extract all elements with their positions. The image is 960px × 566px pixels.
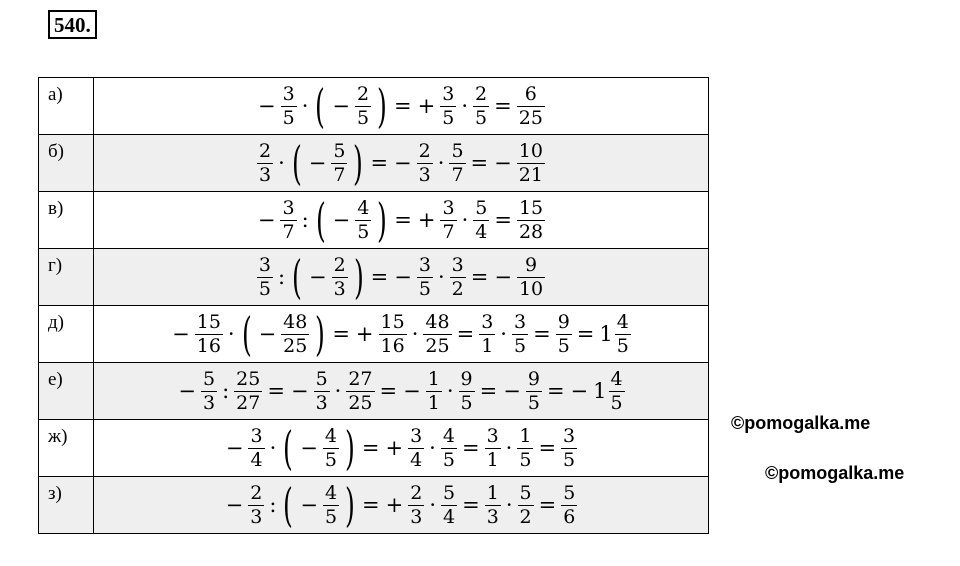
operator: = xyxy=(362,492,380,517)
row-expression-cell xyxy=(94,306,709,363)
fraction xyxy=(331,140,347,187)
fraction-numerator: 15 xyxy=(518,196,544,219)
parenthesis: ) xyxy=(377,193,388,247)
operator: : xyxy=(301,207,309,232)
fraction-numerator: 3 xyxy=(442,82,455,105)
operator: · xyxy=(505,435,513,460)
operator: · xyxy=(301,93,309,118)
fraction xyxy=(440,197,456,244)
fraction-numerator: 3 xyxy=(563,424,576,447)
operator: : xyxy=(222,378,230,403)
fraction-denominator: 10 xyxy=(518,277,544,300)
fraction-numerator: 2 xyxy=(418,139,431,162)
operator: = xyxy=(479,378,498,403)
fraction-denominator: 5 xyxy=(442,448,455,471)
operator: − xyxy=(300,435,318,460)
parenthesis: ( xyxy=(291,136,302,190)
fraction-numerator: 5 xyxy=(451,139,464,162)
fraction xyxy=(355,83,371,130)
fraction-denominator: 16 xyxy=(380,334,405,357)
fraction xyxy=(526,368,542,415)
fraction-numerator: 3 xyxy=(410,424,423,447)
parenthesis: ) xyxy=(344,421,355,475)
fraction-denominator: 3 xyxy=(410,505,423,528)
fraction xyxy=(561,425,577,472)
operator: · xyxy=(269,435,277,460)
fraction-numerator: 1 xyxy=(486,481,499,504)
fraction-denominator: 1 xyxy=(481,334,494,357)
row-expression-cell xyxy=(94,78,709,135)
fraction xyxy=(423,311,451,358)
operator: − xyxy=(503,378,521,403)
fraction xyxy=(280,197,296,244)
fraction xyxy=(257,254,273,301)
fraction xyxy=(201,368,217,415)
fraction-numerator: 48 xyxy=(425,310,450,333)
fraction xyxy=(485,482,501,529)
fraction-denominator: 25 xyxy=(518,106,543,129)
fraction xyxy=(517,140,545,187)
operator: = xyxy=(267,378,285,403)
fraction-denominator: 5 xyxy=(563,448,576,471)
parenthesis: ) xyxy=(353,250,364,304)
operator: − xyxy=(225,492,244,517)
operator: − xyxy=(290,378,309,403)
parenthesis: ) xyxy=(353,136,364,190)
fraction-denominator: 5 xyxy=(282,106,295,129)
operator: = xyxy=(394,93,412,118)
fraction xyxy=(518,482,534,529)
fraction-denominator: 1 xyxy=(427,391,440,414)
operator: − xyxy=(332,207,351,232)
operator: · xyxy=(227,321,235,346)
row-expression-cell xyxy=(94,420,709,477)
row-expression-cell xyxy=(94,249,709,306)
fraction-denominator: 4 xyxy=(410,448,423,471)
fraction-numerator: 5 xyxy=(315,367,328,390)
fraction xyxy=(473,197,489,244)
fraction xyxy=(281,311,309,358)
fraction-numerator: 3 xyxy=(513,310,527,333)
operator: = xyxy=(538,435,557,460)
table-row xyxy=(39,249,709,306)
fraction xyxy=(485,425,501,472)
operator: − xyxy=(494,150,512,175)
row-expression-cell xyxy=(94,135,709,192)
fraction-denominator: 5 xyxy=(460,391,473,414)
math-expression xyxy=(223,421,579,475)
operator: − xyxy=(257,207,276,232)
fraction xyxy=(473,83,489,130)
fraction xyxy=(408,425,424,472)
math-expression xyxy=(255,193,547,247)
fraction-numerator: 3 xyxy=(282,82,295,105)
parenthesis: ( xyxy=(283,478,294,532)
row-label: е) xyxy=(39,363,94,420)
fraction xyxy=(417,254,433,301)
operator: · xyxy=(500,321,507,346)
table-row xyxy=(39,192,709,249)
operator: · xyxy=(437,264,445,289)
fraction-numerator: 27 xyxy=(348,367,373,390)
fraction-denominator: 7 xyxy=(333,163,346,186)
row-label: з) xyxy=(39,477,94,534)
fraction-numerator: 2 xyxy=(357,82,370,105)
parenthesis: ) xyxy=(315,307,326,361)
operator: · xyxy=(461,93,469,118)
parenthesis: ( xyxy=(283,421,294,475)
fraction-numerator: 9 xyxy=(525,253,538,276)
fraction-numerator: 5 xyxy=(333,139,346,162)
operator: = xyxy=(470,150,489,175)
fraction-denominator: 5 xyxy=(324,448,337,471)
row-label: а) xyxy=(39,78,94,135)
row-expression-cell xyxy=(94,192,709,249)
operator: − xyxy=(394,150,412,175)
fraction-numerator: 25 xyxy=(236,367,261,390)
fraction-denominator: 5 xyxy=(475,106,488,129)
fraction xyxy=(517,425,533,472)
math-expression xyxy=(255,250,547,304)
operator: = xyxy=(461,435,480,460)
fraction-denominator: 4 xyxy=(250,448,263,471)
fraction-denominator: 28 xyxy=(518,220,544,243)
fraction xyxy=(257,140,273,187)
fraction-numerator: 4 xyxy=(610,367,623,390)
operator: − xyxy=(308,264,327,289)
operator: − xyxy=(300,492,318,517)
operator: − xyxy=(308,150,327,175)
fraction-numerator: 4 xyxy=(442,424,455,447)
fraction xyxy=(441,482,457,529)
fraction-denominator: 25 xyxy=(348,391,373,414)
fraction xyxy=(379,311,407,358)
fraction-denominator: 7 xyxy=(451,163,464,186)
fraction-numerator: 4 xyxy=(325,481,338,504)
operator: · xyxy=(437,150,445,175)
fraction xyxy=(556,311,572,358)
fraction xyxy=(615,311,631,358)
operator: + xyxy=(417,93,436,118)
row-label: ж) xyxy=(39,420,94,477)
operator: − xyxy=(570,378,589,403)
fraction-numerator: 5 xyxy=(202,367,216,390)
row-label: г) xyxy=(39,249,94,306)
fraction xyxy=(512,311,528,358)
operator: − xyxy=(394,264,412,289)
fraction-numerator: 2 xyxy=(475,82,488,105)
operator: − xyxy=(225,435,244,460)
parenthesis: ( xyxy=(241,307,252,361)
solutions-table xyxy=(38,77,709,534)
operator: : xyxy=(269,492,277,517)
operator: · xyxy=(461,207,469,232)
operator: · xyxy=(334,378,342,403)
solutions-table-body xyxy=(39,78,709,534)
fraction xyxy=(449,140,465,187)
row-expression-cell xyxy=(94,477,709,534)
operator: − xyxy=(403,378,421,403)
fraction xyxy=(346,368,374,415)
operator: · xyxy=(505,492,513,517)
table-row xyxy=(39,420,709,477)
fraction-numerator: 4 xyxy=(324,424,337,447)
fraction xyxy=(248,482,264,529)
fraction xyxy=(281,83,297,130)
table-row xyxy=(39,477,709,534)
fraction xyxy=(517,197,545,244)
fraction-denominator: 1 xyxy=(486,448,499,471)
fraction-numerator: 3 xyxy=(481,310,494,333)
math-expression xyxy=(223,478,580,532)
fraction xyxy=(517,83,545,130)
fraction xyxy=(248,425,264,472)
operator: · xyxy=(411,321,419,346)
fraction-denominator: 7 xyxy=(442,220,455,243)
fraction-denominator: 16 xyxy=(196,334,221,357)
operator: · xyxy=(446,378,454,403)
fraction xyxy=(441,425,457,472)
fraction-numerator: 2 xyxy=(410,481,423,504)
watermark: ©pomogalka.me xyxy=(731,413,871,433)
fraction xyxy=(479,311,495,358)
fraction-denominator: 2 xyxy=(451,277,464,300)
whole-number: 1 xyxy=(599,321,613,346)
operator: = xyxy=(576,321,595,346)
fraction-numerator: 5 xyxy=(475,196,488,219)
operator: = xyxy=(370,264,389,289)
fraction-denominator: 7 xyxy=(282,220,295,243)
operator: + xyxy=(355,321,374,346)
fraction-denominator: 4 xyxy=(475,220,488,243)
fraction-numerator: 3 xyxy=(258,253,271,276)
fraction-denominator: 5 xyxy=(357,106,370,129)
operator: · xyxy=(429,435,436,460)
table-row xyxy=(39,78,709,135)
fraction-denominator: 4 xyxy=(443,505,456,528)
fraction-denominator: 5 xyxy=(513,334,527,357)
fraction-numerator: 2 xyxy=(333,253,346,276)
fraction-numerator: 9 xyxy=(527,367,540,390)
operator: = xyxy=(494,207,512,232)
fraction-numerator: 3 xyxy=(282,196,295,219)
fraction-numerator: 15 xyxy=(380,310,405,333)
fraction-denominator: 3 xyxy=(418,163,431,186)
fraction-denominator: 3 xyxy=(333,277,346,300)
parenthesis: ( xyxy=(315,79,326,133)
fraction-denominator: 5 xyxy=(357,220,370,243)
fraction xyxy=(417,140,433,187)
fraction-denominator: 25 xyxy=(283,334,308,357)
fraction-denominator: 3 xyxy=(259,163,272,186)
watermark: ©pomogalka.me xyxy=(765,463,905,483)
fraction-denominator: 5 xyxy=(519,448,532,471)
math-expression xyxy=(255,79,547,133)
fraction-denominator: 25 xyxy=(425,334,450,357)
fraction-denominator: 2 xyxy=(519,505,532,528)
operator: + xyxy=(417,207,436,232)
fraction-denominator: 5 xyxy=(418,277,431,300)
table-row xyxy=(39,306,709,363)
fraction-numerator: 10 xyxy=(518,139,543,162)
table-row xyxy=(39,363,709,420)
fraction-denominator: 5 xyxy=(442,106,455,129)
math-expression xyxy=(169,307,633,361)
operator: = xyxy=(533,321,551,346)
whole-number: 1 xyxy=(593,378,607,403)
fraction-numerator: 3 xyxy=(451,253,464,276)
operator: + xyxy=(385,435,404,460)
fraction xyxy=(195,311,223,358)
parenthesis: ) xyxy=(377,79,388,133)
fraction-denominator: 5 xyxy=(527,391,540,414)
fraction-numerator: 48 xyxy=(283,310,308,333)
fraction-denominator: 21 xyxy=(518,163,543,186)
parenthesis: ( xyxy=(315,193,326,247)
fraction-denominator: 3 xyxy=(315,391,328,414)
fraction xyxy=(459,368,475,415)
fraction-numerator: 5 xyxy=(443,481,456,504)
operator: − xyxy=(494,264,512,289)
fraction-numerator: 9 xyxy=(557,310,570,333)
operator: + xyxy=(385,492,404,517)
fraction-denominator: 3 xyxy=(202,391,216,414)
row-expression-cell xyxy=(94,363,709,420)
fraction xyxy=(355,197,371,244)
operator: = xyxy=(470,264,489,289)
operator: = xyxy=(456,321,475,346)
fraction-numerator: 5 xyxy=(563,481,576,504)
fraction-numerator: 6 xyxy=(524,82,537,105)
fraction-numerator: 9 xyxy=(460,367,473,390)
fraction-numerator: 5 xyxy=(519,481,532,504)
fraction-denominator: 3 xyxy=(486,505,499,528)
fraction xyxy=(234,368,262,415)
operator: − xyxy=(332,93,350,118)
operator: − xyxy=(172,321,190,346)
operator: = xyxy=(332,321,350,346)
fraction-denominator: 6 xyxy=(563,505,576,528)
fraction xyxy=(426,368,442,415)
operator: = xyxy=(361,435,380,460)
math-expression xyxy=(255,136,547,190)
operator: = xyxy=(394,207,412,232)
fraction-numerator: 1 xyxy=(519,424,532,447)
fraction-denominator: 5 xyxy=(616,334,629,357)
fraction-denominator: 5 xyxy=(258,277,271,300)
parenthesis: ( xyxy=(292,250,302,304)
fraction-denominator: 27 xyxy=(236,391,261,414)
row-label: д) xyxy=(39,306,94,363)
operator: · xyxy=(429,492,437,517)
fraction-numerator: 3 xyxy=(486,424,499,447)
fraction xyxy=(609,368,625,415)
math-expression xyxy=(175,368,626,415)
operator: − xyxy=(258,321,277,346)
operator: = xyxy=(462,492,480,517)
parenthesis: ) xyxy=(345,478,356,532)
fraction-denominator: 5 xyxy=(610,391,623,414)
operator: = xyxy=(370,150,389,175)
fraction-numerator: 2 xyxy=(259,139,272,162)
fraction-numerator: 2 xyxy=(250,481,263,504)
operator: = xyxy=(379,378,398,403)
row-label: в) xyxy=(39,192,94,249)
fraction-numerator: 3 xyxy=(418,253,431,276)
fraction-numerator: 4 xyxy=(616,310,629,333)
operator: = xyxy=(494,93,512,118)
fraction xyxy=(314,368,330,415)
fraction xyxy=(332,254,348,301)
fraction xyxy=(517,254,545,301)
fraction-denominator: 5 xyxy=(325,505,338,528)
table-row xyxy=(39,135,709,192)
fraction-numerator: 1 xyxy=(427,367,440,390)
fraction-denominator: 3 xyxy=(250,505,263,528)
fraction-numerator: 3 xyxy=(250,424,263,447)
fraction xyxy=(408,482,424,529)
operator: · xyxy=(278,150,285,175)
fraction-numerator: 15 xyxy=(196,310,221,333)
operator: − xyxy=(178,378,196,403)
row-label: б) xyxy=(39,135,94,192)
task-number: 540. xyxy=(48,10,97,39)
fraction-numerator: 4 xyxy=(357,196,370,219)
operator: − xyxy=(258,93,276,118)
operator: : xyxy=(277,264,286,289)
fraction xyxy=(323,425,339,472)
fraction xyxy=(323,482,339,529)
operator: = xyxy=(546,378,565,403)
operator: = xyxy=(538,492,557,517)
fraction-denominator: 5 xyxy=(557,334,570,357)
fraction xyxy=(450,254,466,301)
fraction xyxy=(440,83,456,130)
fraction xyxy=(561,482,577,529)
fraction-numerator: 3 xyxy=(442,196,455,219)
